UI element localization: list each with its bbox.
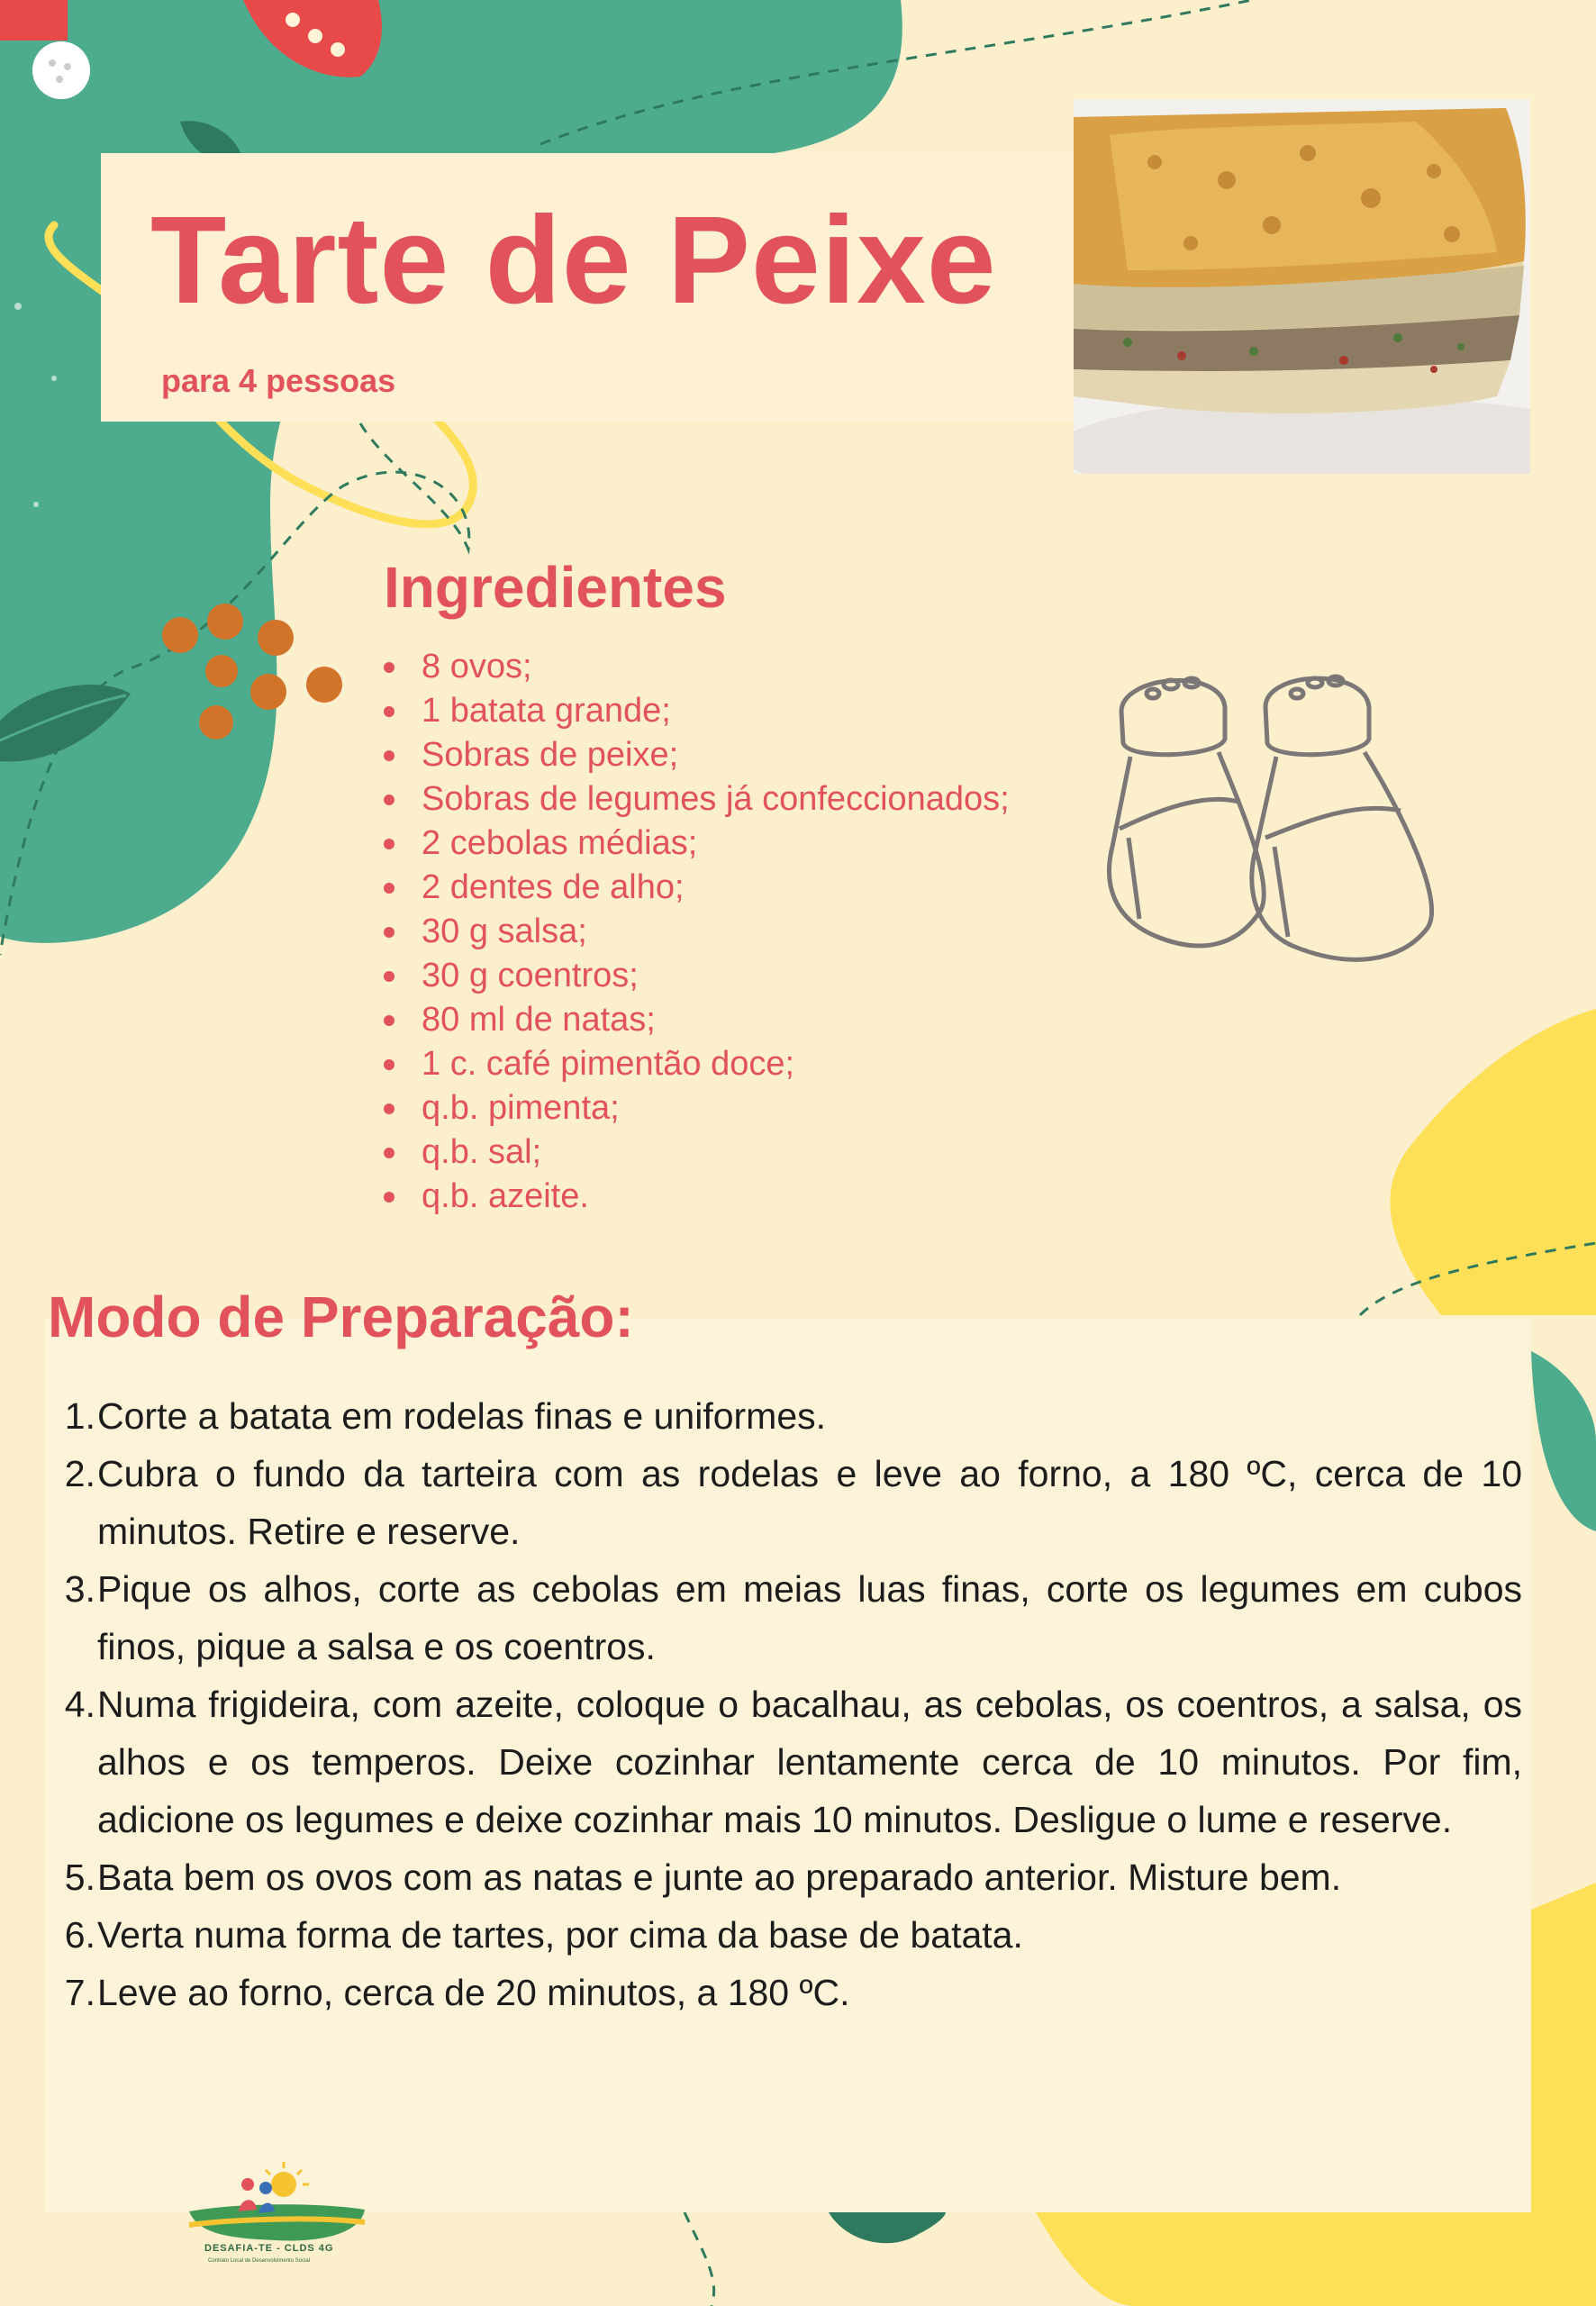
step-number: 1.	[64, 1395, 95, 1437]
title-box	[101, 153, 1074, 422]
preparation-heading: Modo de Preparação:	[48, 1285, 634, 1349]
teal-shape	[829, 2212, 946, 2243]
leaf-icon	[1531, 1351, 1596, 1531]
step-item	[56, 1445, 1522, 1560]
ingredient-item: 30 g coentros;	[384, 954, 1010, 998]
step-text: Verta numa forma de tartes, por cima da base de batata.	[97, 1914, 1023, 1956]
ingredient-item: Sobras de peixe;	[384, 733, 1010, 777]
step-item	[56, 1848, 1522, 1906]
step-item	[56, 1964, 1522, 2021]
step-number: 5.	[64, 1857, 95, 1898]
step-item	[56, 1560, 1522, 1675]
ingredient-item: 1 batata grande;	[384, 689, 1010, 733]
step-text: Leve ao forno, cerca de 20 minutos, a 180 ºC.	[97, 1972, 850, 2013]
step-item	[56, 1387, 1522, 1445]
salt-shaker-icon	[1110, 678, 1265, 946]
servings-label: para 4 pessoas	[161, 362, 396, 399]
logo-subtitle: Contrato Local de Desenvolvimento Social	[208, 2258, 311, 2264]
ingredient-item: 30 g salsa;	[384, 910, 1010, 954]
step-number: 6.	[64, 1914, 95, 1956]
step-item	[56, 1906, 1522, 1964]
step-item	[56, 1675, 1522, 1848]
ingredients-list	[384, 645, 1010, 1219]
recipe-title: Tarte de Peixe	[150, 191, 997, 330]
yellow-blob	[1390, 1009, 1596, 1315]
step-text: Corte a batata em rodelas finas e uniformes.	[97, 1395, 827, 1437]
step-text: Cubra o fundo da tarteira com as rodelas e leve ao forno, a 180 ºC, cerca de 10 minutos. Retire e reserve.	[97, 1453, 1522, 1552]
logo-name: DESAFIA-TE - CLDS 4G	[204, 2243, 334, 2254]
dashed-line	[685, 2212, 714, 2306]
step-number: 7.	[64, 1972, 95, 2013]
organization-logo	[185, 2157, 383, 2274]
step-text: Bata bem os ovos com as natas e junte ao preparado anterior. Misture bem.	[97, 1857, 1342, 1898]
ingredients-heading: Ingredientes	[384, 555, 727, 620]
preparation-steps	[56, 1387, 1522, 2021]
ingredient-item: 2 dentes de alho;	[384, 866, 1010, 910]
ingredient-item: 1 c. café pimentão doce;	[384, 1042, 1010, 1086]
logo-graphic	[185, 2157, 383, 2243]
ingredient-item: q.b. sal;	[384, 1130, 1010, 1175]
step-text: Numa frigideira, com azeite, coloque o bacalhau, as cebolas, os coentros, a salsa, os alhos e os temperos. Deixe cozinhar lentamente cerca de 10 minutos. Por fim, adicione os legumes e deixe cozinhar mais 10 minutos. Desligue o lume e reserve.	[97, 1684, 1522, 1840]
pepper-shaker-icon	[1252, 676, 1432, 959]
ingredient-item: q.b. azeite.	[384, 1175, 1010, 1219]
dish-photo	[1074, 99, 1530, 474]
step-text: Pique os alhos, corte as cebolas em meias luas finas, corte os legumes em cubos finos, pique a salsa e os coentros.	[97, 1568, 1522, 1667]
ingredient-item: 2 cebolas médias;	[384, 822, 1010, 866]
salt-pepper-shakers	[1103, 658, 1491, 991]
ingredient-item: q.b. pimenta;	[384, 1086, 1010, 1130]
step-number: 3.	[64, 1568, 95, 1610]
ingredient-item: 8 ovos;	[384, 645, 1010, 689]
step-number: 4.	[64, 1684, 95, 1725]
ingredient-item: 80 ml de natas;	[384, 998, 1010, 1042]
ingredient-item: Sobras de legumes já confeccionados;	[384, 777, 1010, 822]
step-number: 2.	[64, 1453, 95, 1494]
